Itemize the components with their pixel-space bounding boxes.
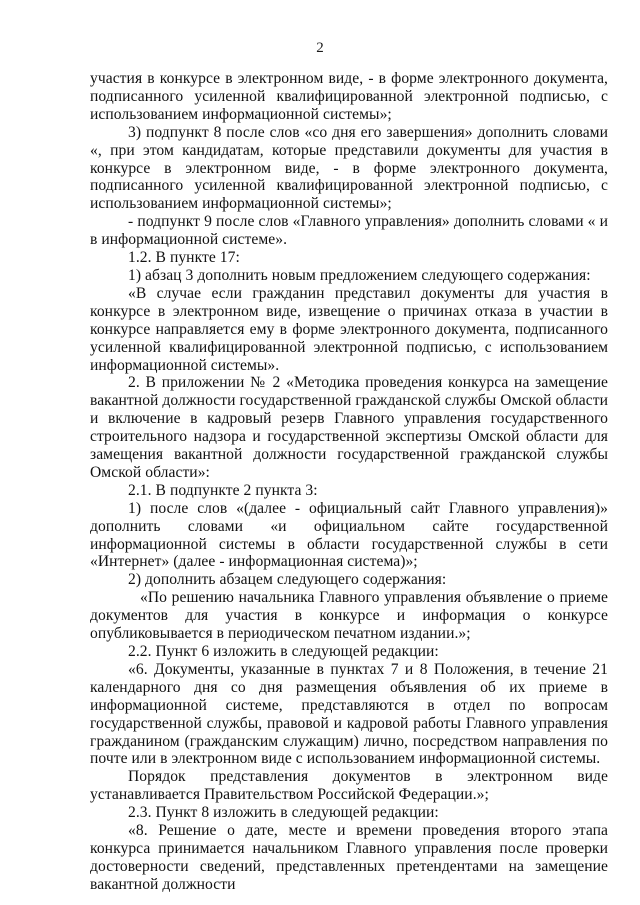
paragraph: 2.1. В подпункте 2 пункта 3: — [128, 481, 318, 499]
paragraph: 2.2. Пункт 6 изложить в следующей редакции: — [128, 643, 439, 660]
paragraph: 1) абзац 3 дополнить новым предложением следующего содержания: — [128, 266, 591, 284]
paragraph: 1.2. В пункте 17: — [128, 249, 240, 267]
paragraph: 2) дополнить абзацем следующего содержания: — [128, 571, 447, 589]
paragraph: 1) после слов «(далее - официальный сайт Главного управления)» дополнить словами «и официальном сайте государственной информационной системы в области государственной службы в сети «Интернет» (далее - информационная система)»; — [90, 499, 608, 571]
paragraph: 3) подпункт 8 после слов «со дня его завершения» дополнить словами «, при этом кандидатам, которые представили документы для участия в конкурсе в электронном виде, - в форме электронного документа, подписанного усиленной квалифицированной электронной подписью, с использованием информационной системы»; — [90, 123, 608, 213]
paragraph: «8. Решение о дате, месте и времени проведения второго этапа конкурса принимается начальником Главного управления после проверки достоверности сведений, представленных претендентами на замещение вакантной должности — [90, 822, 608, 893]
page-number: 2 — [316, 40, 324, 56]
paragraph: «6. Документы, указанные в пунктах 7 и 8 Положения, в течение 21 календарного дня со дня размещения объявления об их приеме в информационной системе, представляются в отдел по вопросам государственной службы, правовой и кадровой работы Главного управления гражданином (гражданским служащим) лично, посредством направления по почте или в электронном виде с использованием информационной системы. — [90, 660, 608, 768]
paragraph: «В случае если гражданин представил документы для участия в конкурсе в электронном виде, извещение о причинах отказа в участии в конкурсе направляется ему в форме электронного документа, подписанного усиленной квалифицированной электронной подписью, с использованием информационной системы». — [90, 284, 608, 374]
paragraph: участия в конкурсе в электронном виде, - в форме электронного документа, подписанного усиленной квалифицированной электронной подписью, с использованием информационной системы»; — [90, 70, 608, 123]
paragraph: - подпункт 9 после слов «Главного управления» дополнить словами « и в информационной системе». — [90, 213, 608, 249]
paragraph: «По решению начальника Главного управления объявление о приеме документов для участия в конкурсе и информация о конкурсе опубликовывается в периодическом печатном издании.»; — [90, 589, 608, 643]
paragraph: 2.3. Пункт 8 изложить в следующей редакции: — [128, 804, 439, 822]
paragraph: 2. В приложении № 2 «Методика проведения конкурса на замещение вакантной должности государственной гражданской службы Омской области и включение в кадровый резерв Главного управления государственного строительного надзора и государственной экспертизы Омской области для замещения вакантной должности государственной гражданской службы Омской области»: — [90, 374, 608, 481]
document-body — [90, 70, 608, 894]
paragraph: Порядок представления документов в электронном виде устанавливается Правительством Российской Федерации.»; — [90, 768, 608, 804]
